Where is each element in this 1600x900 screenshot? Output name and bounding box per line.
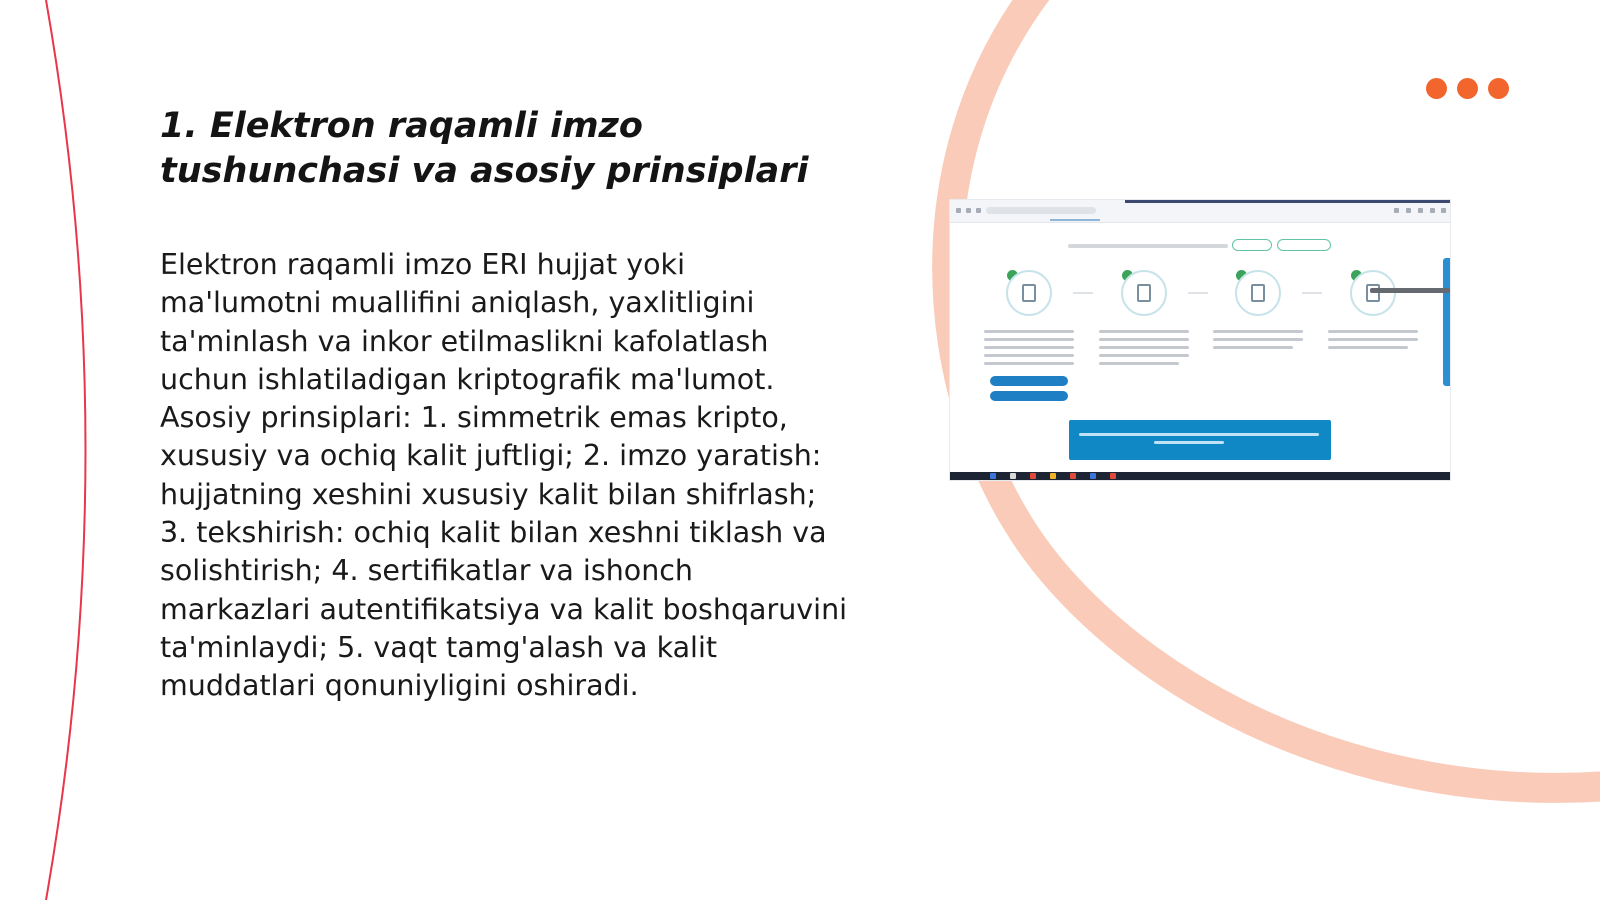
- screenshot-taskbar-icon: [1090, 473, 1096, 479]
- screenshot-step-text: [984, 362, 1074, 365]
- monitor-icon: [1251, 284, 1265, 302]
- screenshot-step-text: [1213, 338, 1303, 341]
- screenshot-heading: [1068, 244, 1228, 248]
- screenshot-info-banner: [1069, 420, 1331, 460]
- screenshot-button: [990, 391, 1068, 401]
- screenshot-step-circle: [1121, 270, 1167, 316]
- screenshot-address-bar: [986, 207, 1096, 214]
- screenshot-step-circle: [1006, 270, 1052, 316]
- screenshot-step-text: [1099, 354, 1189, 357]
- screenshot-step-circle: [1235, 270, 1281, 316]
- screenshot-toolbar-icon: [1418, 208, 1423, 213]
- screenshot-nav-icon: [956, 208, 961, 213]
- slide-title: 1. Elektron raqamli imzo tushunchasi va asosiy prinsiplari: [160, 106, 809, 191]
- screenshot-taskbar: [950, 472, 1450, 480]
- screenshot-step-text: [1328, 346, 1408, 349]
- screenshot-step-connector: [1302, 292, 1322, 294]
- screenshot-pill: [1232, 239, 1272, 251]
- screenshot-button: [990, 376, 1068, 386]
- screenshot-toolbar-icon: [1430, 208, 1435, 213]
- screenshot-step-connector: [1188, 292, 1208, 294]
- slide-body-text: Elektron raqamli imzo ERI hujjat yoki ma'lumotni muallifini aniqlash, yaxlitligini ta'minlash va inkor etilmaslikni kafolatlash uchun ishlatiladigan kriptografik ma'lumot. Asosiy prinsiplari: 1. simmetrik emas kripto, xususiy va ochiq kalit juftligi; 2. imzo yaratish: hujjatning xeshini xususiy kalit bilan shifrlash; 3. tekshirish: ochiq kalit bilan xeshni tiklash va solishtirish; 4. sertifikatlar va ishonch markazlari autentifikatsiya va kalit boshqaruvini ta'minlaydi; 5. vaqt tamg'alash va kalit muddatlari qonuniyligini oshiradi.: [160, 248, 848, 703]
- screenshot-side-panel: [1443, 258, 1450, 386]
- embedded-screenshot: [950, 200, 1450, 480]
- screenshot-step-circle: [1350, 270, 1396, 316]
- screenshot-toolbar-icon: [1406, 208, 1411, 213]
- document-icon: [1137, 284, 1151, 302]
- screenshot-taskbar-icon: [1010, 473, 1016, 479]
- screenshot-step-text: [1099, 338, 1189, 341]
- screenshot-grey-bar: [1370, 288, 1450, 293]
- screenshot-step-text: [1213, 330, 1303, 333]
- screenshot-toolbar-icon: [1394, 208, 1399, 213]
- screenshot-step-text: [984, 346, 1074, 349]
- screenshot-step-text: [1213, 346, 1293, 349]
- left-accent-curve: [46, 0, 86, 900]
- screenshot-step-text: [1099, 362, 1179, 365]
- screenshot-toolbar-icon: [1441, 208, 1446, 213]
- more-horizontal-dots-icon: [1426, 78, 1509, 99]
- screenshot-pill: [1277, 239, 1331, 251]
- screenshot-taskbar-icon: [990, 473, 996, 479]
- screenshot-step-text: [1099, 346, 1189, 349]
- screenshot-taskbar-icon: [1030, 473, 1036, 479]
- orange-dot: [1426, 78, 1447, 99]
- screenshot-step-text: [984, 330, 1074, 333]
- screenshot-taskbar-icon: [1050, 473, 1056, 479]
- screenshot-banner-text: [1079, 433, 1319, 436]
- screenshot-tab-highlight: [1050, 219, 1100, 221]
- refresh-icon: [1366, 284, 1380, 302]
- screenshot-step-text: [1099, 330, 1189, 333]
- screenshot-step-text: [984, 354, 1074, 357]
- document-icon: [1022, 284, 1036, 302]
- screenshot-step-text: [1328, 330, 1418, 333]
- screenshot-top-border: [1125, 200, 1450, 203]
- screenshot-step-connector: [1073, 292, 1093, 294]
- screenshot-banner-text: [1154, 441, 1224, 444]
- screenshot-nav-icon: [976, 208, 981, 213]
- orange-dot: [1488, 78, 1509, 99]
- screenshot-step-text: [984, 338, 1074, 341]
- screenshot-step-text: [1328, 338, 1418, 341]
- screenshot-nav-icon: [966, 208, 971, 213]
- screenshot-taskbar-icon: [1110, 473, 1116, 479]
- orange-dot: [1457, 78, 1478, 99]
- screenshot-taskbar-icon: [1070, 473, 1076, 479]
